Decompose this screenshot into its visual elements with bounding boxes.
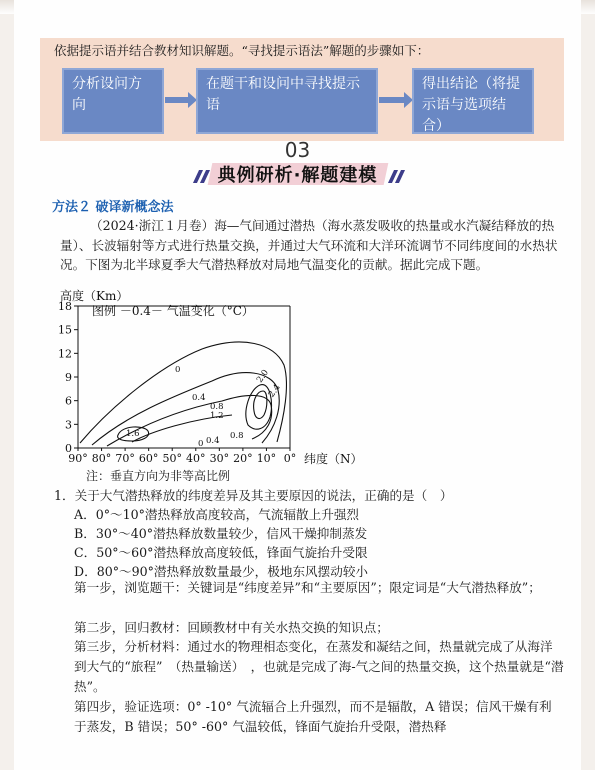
- option-a: A．0°～10°潜热释放高度较高，气流辐散上升强烈: [74, 507, 360, 522]
- x-tick-label: 80°: [91, 452, 112, 465]
- contour-label: 2.0: [255, 368, 271, 385]
- x-tick-label: 60°: [138, 452, 159, 465]
- passage-text: （2024·浙江１月卷）海—气间通过潜热（海水蒸发吸收的热量或水汽凝结释放的热量）、长波辐射等方式进行热量交换，并通过大气环流和大洋环流调节不同纬度间的水热状况。下图为北半球夏季大气潜热释放对局地气温变化的贡献。据此完成下题。: [60, 218, 558, 272]
- y-tick-label: 15: [58, 323, 72, 337]
- contour-label: 0.8: [210, 402, 224, 412]
- x-tick-label: 40°: [186, 452, 206, 465]
- question-stem: 1．关于大气潜热释放的纬度差异及其主要原因的说法，正确的是（ ）: [54, 488, 453, 503]
- analysis-step-3: 第三步，分析材料：通过水的物理相态变化，在蒸发和凝结之间，热量就完成了从海洋到大气的“旅程” （热量输送） ，也就是完成了海-气之间的热量交换，这个热量就是“潜热”。: [74, 639, 564, 694]
- x-axis-ticks: [68, 448, 296, 465]
- contour-label: 1.2: [210, 411, 224, 421]
- x-tick-label: 30°: [209, 452, 230, 465]
- analysis-step-2: 第二步，回归教材：回顾教材中有关水热交换的知识点；: [74, 620, 389, 635]
- y-tick-label: 12: [58, 347, 72, 361]
- y-tick-label: 0: [65, 442, 72, 455]
- option-d: D．80°～90°潜热释放数量最少，极地东风摆动较小: [74, 564, 369, 579]
- analysis-step-4: 第四步，验证选项：0° -10° 气流辐合上升强烈，而不是辐散，A 错误；信风干燥有利于蒸发，B 错误；50° -60° 气温较低，锋面气旋抬升受限，潜热释: [74, 699, 552, 734]
- flow-step-1: 分析设问方向: [62, 68, 164, 134]
- x-tick-label: 50°: [162, 452, 182, 465]
- chart-note: 注：垂直方向为非等高比例: [86, 469, 231, 483]
- x-tick-label: 0°: [283, 452, 297, 465]
- chart-ylabel: 高度（Km）: [60, 289, 129, 303]
- contour-label: 2.4: [266, 382, 283, 400]
- y-tick-label: 6: [65, 394, 72, 408]
- x-tick-label: 90°: [68, 452, 88, 465]
- option-c: C．50°～60°潜热释放高度较低，锋面气旋抬升受限: [74, 545, 368, 560]
- y-tick-label: 18: [58, 300, 72, 313]
- y-axis-ticks: [58, 300, 78, 455]
- flow-step-2: 在题干和设问中寻找提示语: [196, 68, 378, 134]
- option-b: B．30°～40°潜热释放数量较少，信风干燥抑制蒸发: [74, 526, 368, 541]
- method-heading: 方法２ 破译新概念法: [52, 200, 174, 215]
- contour-label: 1.6: [126, 429, 140, 439]
- contour-label: 0.4: [206, 436, 220, 446]
- section-title: 典例研析·解题建模: [217, 165, 378, 186]
- intro-panel: [40, 38, 564, 141]
- flow-arrow-icon: [379, 97, 405, 103]
- contour-label: 0.8: [230, 431, 244, 441]
- x-tick-label: 10°: [256, 452, 277, 465]
- contour-label: 0.4: [192, 393, 206, 403]
- contour-lines: [80, 342, 286, 446]
- analysis-step-1: 第一步，浏览题干：关键词是“纬度差异”和“主要原因”；限定词是“大气潜热释放”；: [74, 580, 541, 595]
- section-number: 03: [284, 138, 311, 162]
- latent-heat-contour-chart: [52, 285, 362, 485]
- intro-text: 依据提示语并结合教材知识解题。“寻找提示语法”解题的步骤如下：: [54, 43, 430, 58]
- chart-legend: 图例 －0.4－ 气温变化（°C）: [92, 304, 254, 318]
- contour-label: 0: [198, 439, 204, 449]
- y-tick-label: 3: [65, 418, 72, 432]
- flow-arrow-icon: [165, 97, 189, 103]
- x-tick-label: 20°: [233, 452, 253, 465]
- x-tick-label: 70°: [115, 452, 135, 465]
- y-tick-label: 9: [65, 371, 72, 384]
- contour-line-0.4: [92, 373, 279, 445]
- flow-step-3: 得出结论（将提示语与选项结合）: [412, 68, 534, 134]
- chart-xlabel: 纬度（N）: [304, 452, 363, 466]
- contour-label: 0: [175, 365, 181, 375]
